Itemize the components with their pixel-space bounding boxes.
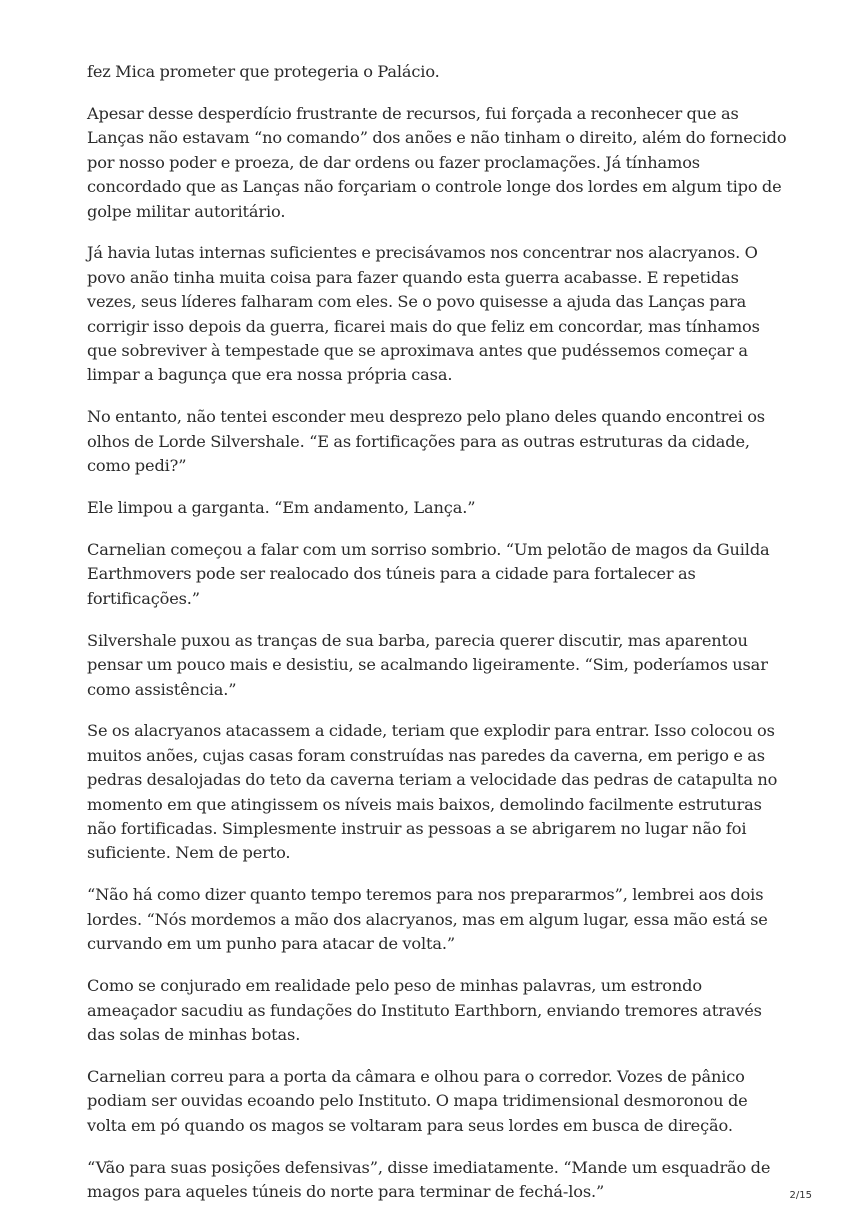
document-body bbox=[87, 60, 787, 1222]
paragraph: Carnelian correu para a porta da câmara e olhou para o corredor. Vozes de pânico podiam ser ouvidas ecoando pelo Instituto. O mapa tridimensional desmoronou de volta em pó quando os magos se voltaram para seus lordes em busca de direção. bbox=[87, 1066, 748, 1135]
paragraph: No entanto, não tentei esconder meu desprezo pelo plano deles quando encontrei os olhos de Lorde Silvershale. “E as fortificações para as outras estruturas da cidade, como pedi?” bbox=[87, 407, 765, 476]
paragraph: fez Mica prometer que protegeria o Palácio. bbox=[87, 62, 440, 81]
paragraph: Ele limpou a garganta. “Em andamento, Lança.” bbox=[87, 498, 476, 518]
paragraph: “Vão para suas posições defensivas”, disse imediatamente. “Mande um esquadrão de magos para aqueles túneis do norte para terminar de fechá-los.” bbox=[87, 1157, 771, 1201]
paragraph: Se os alacryanos atacassem a cidade, teriam que explodir para entrar. Isso colocou os muitos anões, cujas casas foram construídas nas paredes da caverna, em perigo e as pedras desalojadas do teto da caverna teriam a velocidade das pedras de catapulta no momento em que atingissem os níveis mais baixos, demolindo facilmente estruturas não fortificadas. Simplesmente instruir as pessoas a se abrigarem no lugar não foi suficiente. Nem de perto. bbox=[87, 721, 778, 863]
paragraph: Silvershale puxou as tranças de sua barba, parecia querer discutir, mas aparentou pensar um pouco mais e desistiu, se acalmando ligeiramente. “Sim, poderíamos usar como assistência.” bbox=[87, 630, 768, 699]
page-number: 2/15 bbox=[789, 1190, 812, 1201]
paragraph: Como se conjurado em realidade pelo peso de minhas palavras, um estrondo ameaçador sacudiu as fundações do Instituto Earthborn, enviando tremores através das solas de minhas botas. bbox=[87, 976, 762, 1044]
paragraph: Já havia lutas internas suficientes e precisávamos nos concentrar nos alacryanos. O povo anão tinha muita coisa para fazer quando esta guerra acabasse. E repetidas vezes, seus líderes falharam com eles. Se o povo quisesse a ajuda das Lanças para corrigir isso depois da guerra, ficarei mais do que feliz em concordar, mas tínhamos que sobreviver à tempestade que se aproximava antes que pudéssemos começar a limpar a bagunça que era nossa própria casa. bbox=[87, 243, 760, 385]
paragraph: Apesar desse desperdício frustrante de recursos, fui forçada a reconhecer que as Lanças não estavam “no comando” dos anões e não tinham o direito, além do fornecido por nosso poder e proeza, de dar ordens ou fazer proclamações. Já tínhamos concordado que as Lanças não forçariam o controle longe dos lordes em algum tipo de golpe militar autoritário. bbox=[87, 103, 787, 221]
paragraph: “Não há como dizer quanto tempo teremos para nos prepararmos”, lembrei aos dois lordes. “Nós mordemos a mão dos alacryanos, mas em algum lugar, essa mão está se curvando em um punho para atacar de volta.” bbox=[87, 885, 768, 954]
paragraph: Carnelian começou a falar com um sorriso sombrio. “Um pelotão de magos da Guilda Earthmovers pode ser realocado dos túneis para a cidade para fortalecer as fortificações.” bbox=[87, 540, 770, 608]
